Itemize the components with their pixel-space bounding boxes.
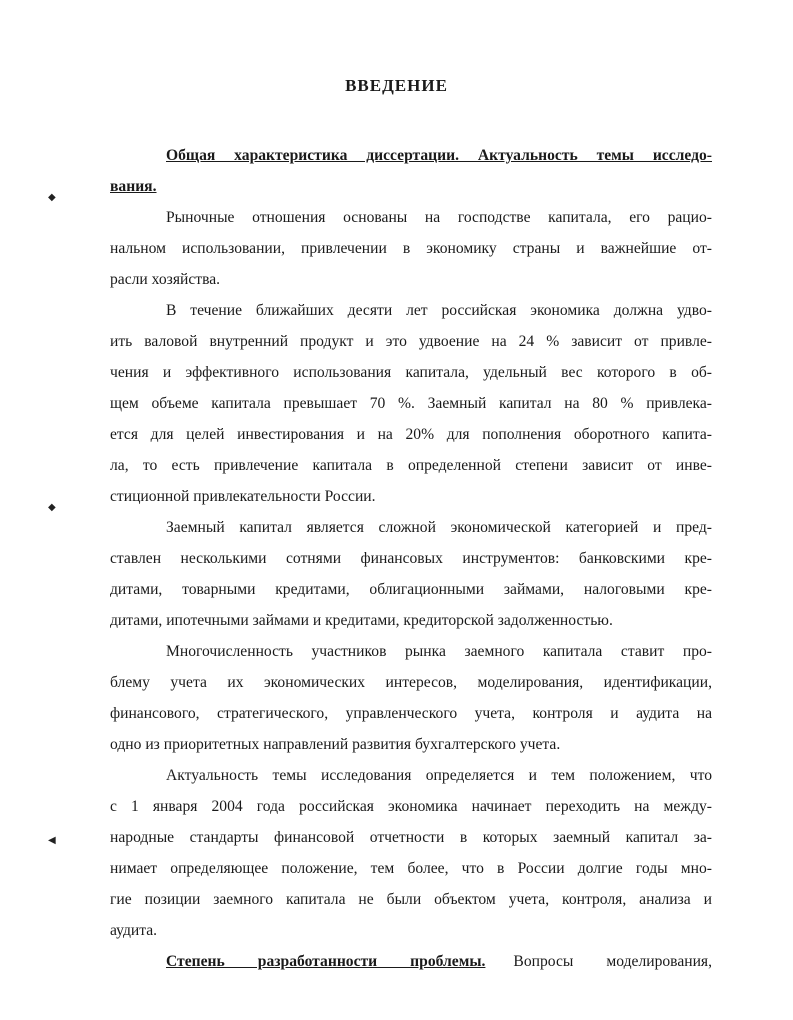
text-line: с 1 января 2004 года российская экономика начинает переходить на между- [110, 798, 712, 815]
paragraph [110, 636, 712, 760]
paragraph [110, 512, 712, 636]
text-line: ла, то есть привлечение капитала в определенной степени зависит от инве- [110, 457, 712, 474]
text-line: чения и эффективного использования капитала, удельный вес которого в об- [110, 364, 712, 381]
text-fragment: Вопросы моделирования, [513, 953, 712, 970]
text-line: дитами, ипотечными займами и кредитами, кредиторской задолженностью. [110, 612, 613, 629]
text-line: ставлен несколькими сотнями финансовых инструментов: банковскими кре- [110, 550, 712, 567]
text-line: В течение ближайших десяти лет российская экономика должна удво- [166, 302, 712, 319]
margin-mark: ◀ [48, 835, 56, 846]
text-line: народные стандарты финансовой отчетности в которых заемный капитал за- [110, 829, 712, 846]
text-line: щем объеме капитала превышает 70 %. Заемный капитал на 80 % привлека- [110, 395, 712, 412]
text-line: финансового, стратегического, управленческого учета, контроля и аудита на [110, 705, 712, 722]
paragraph [110, 295, 712, 512]
margin-mark: ◆ [48, 192, 56, 203]
text-line: нальном использовании, привлечении в экономику страны и важнейшие от- [110, 240, 712, 257]
page-title: ВВЕДЕНИЕ [345, 76, 448, 95]
text-line: одно из приоритетных направлений развития бухгалтерского учета. [110, 736, 561, 753]
text-line: расли хозяйства. [110, 271, 221, 288]
paragraph [110, 760, 712, 946]
text-line: Рыночные отношения основаны на господстве капитала, его рацио- [166, 209, 712, 226]
text-line: гие позиции заемного капитала не были объектом учета, контроля, анализа и [110, 891, 712, 908]
document-body [110, 140, 712, 977]
text-line: аудита. [110, 922, 158, 939]
text-line: Заемный капитал является сложной экономической категорией и пред- [166, 519, 712, 536]
section-heading-line: Общая характеристика диссертации. Актуальность темы исследо- [166, 147, 712, 164]
text-line: ить валовой внутренний продукт и это удвоение на 24 % зависит от привле- [110, 333, 712, 350]
text-line: Многочисленность участников рынка заемного капитала ставит про- [166, 643, 712, 660]
text-line: стиционной привлекательности России. [110, 488, 376, 505]
paragraph [110, 202, 712, 295]
text-line: блему учета их экономических интересов, моделирования, идентификации, [110, 674, 712, 691]
text-line: Актуальность темы исследования определяется и тем положением, что [166, 767, 712, 784]
section-heading-line: вания. [110, 178, 157, 195]
text-line: ется для целей инвестирования и на 20% для пополнения оборотного капита- [110, 426, 712, 443]
section-heading-inline: Степень разработанности проблемы. [166, 953, 486, 970]
margin-mark: ◆ [48, 502, 56, 513]
text-line: нимает определяющее положение, тем более, что в России долгие годы мно- [110, 860, 712, 877]
text-line [110, 946, 712, 977]
text-line: дитами, товарными кредитами, облигационными займами, налоговыми кре- [110, 581, 712, 598]
